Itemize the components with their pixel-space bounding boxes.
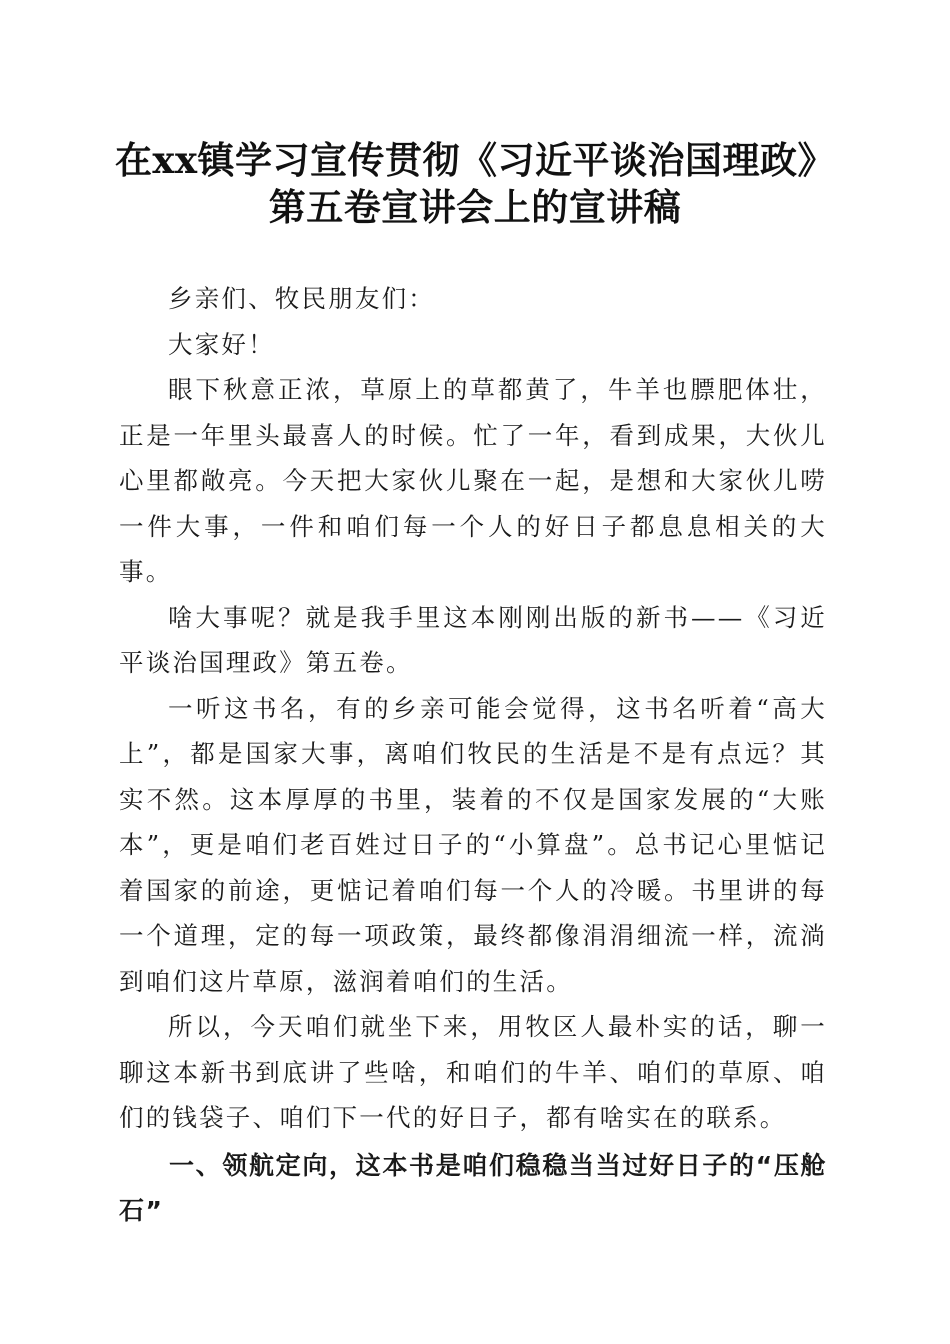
- paragraph: 所以，今天咱们就坐下来，用牧区人最朴实的话，聊一聊这本新书到底讲了些啥，和咱们的牛羊、咱们的草原、咱们的钱袋子、咱们下一代的好日子，都有啥实在的联系。: [119, 1012, 827, 1132]
- greeting: 大家好！: [168, 329, 275, 359]
- salutation: 乡亲们、牧民朋友们：: [168, 284, 435, 313]
- section-heading: 一、领航定向，这本书是咱们稳稳当当过好日子的“压舱石”: [119, 1150, 827, 1225]
- document-title-line-2: 第五卷宣讲会上的宣讲稿: [268, 185, 682, 229]
- paragraph: 一听这书名，有的乡亲可能会觉得，这书名听着“高大上”，都是国家大事，离咱们牧民的生活是不是有点远？其实不然。这本厚厚的书里，装着的不仅是国家发展的“大账本”，更是咱们老百姓过日子的“小算盘”。总书记心里惦记着国家的前途，更惦记着咱们每一个人的冷暖。书里讲的每一个道理，定的每一项政策，最终都像涓涓细流一样，流淌到咱们这片草原，滋润着咱们的生活。: [119, 693, 827, 996]
- paragraph: 啥大事呢？就是我手里这本刚刚出版的新书——《习近平谈治国理政》第五卷。: [119, 602, 827, 677]
- document-body: [119, 276, 827, 1234]
- document-title-line-1: 在xx镇学习宣传贯彻《习近平谈治国理政》: [114, 138, 836, 182]
- paragraph: 眼下秋意正浓，草原上的草都黄了，牛羊也膘肥体壮，正是一年里头最喜人的时候。忙了一年，看到成果，大伙儿心里都敞亮。今天把大家伙儿聚在一起，是想和大家伙儿唠一件大事，一件和咱们每一个人的好日子都息息相关的大事。: [119, 375, 827, 586]
